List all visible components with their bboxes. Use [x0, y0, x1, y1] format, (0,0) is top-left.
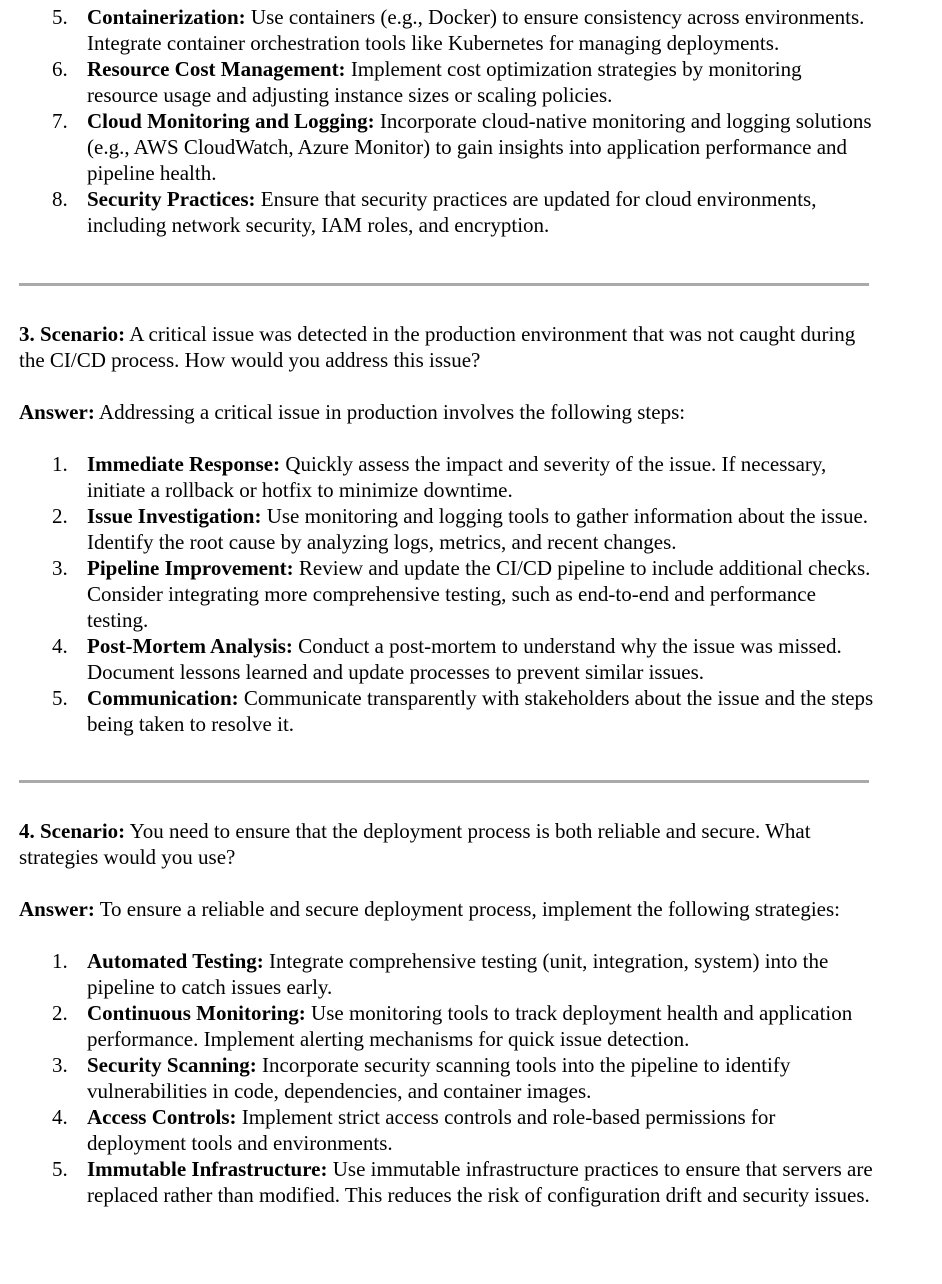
item-text: Incorporate security scanning tools into the pipeline to identify vulnerabilities in code, dependencies, and container images.	[87, 1053, 791, 1103]
item-term: Immediate Response:	[87, 452, 281, 476]
item-term: Cloud Monitoring and Logging:	[87, 109, 375, 133]
section-divider	[19, 283, 869, 286]
section-divider	[19, 780, 869, 783]
list-item	[0, 1104, 877, 1156]
scenario4-steps	[0, 948, 942, 1208]
item-text: Review and update the CI/CD pipeline to include additional checks. Consider integrating more comprehensive testing, such as end-to-end and performance testing.	[87, 556, 871, 632]
item-term: Resource Cost Management:	[87, 57, 346, 81]
list-item	[0, 186, 877, 238]
answer-text: Addressing a critical issue in production involves the following steps:	[94, 400, 686, 424]
item-number: 2.	[52, 504, 68, 528]
item-number: 6.	[52, 57, 68, 81]
item-number: 5.	[52, 686, 68, 710]
list-item	[0, 4, 877, 56]
answer-intro	[19, 896, 879, 922]
item-number: 7.	[52, 109, 68, 133]
list-item	[0, 56, 877, 108]
item-number: 4.	[52, 634, 68, 658]
item-number: 5.	[52, 5, 68, 29]
scenario-text: You need to ensure that the deployment process is both reliable and secure. What strategies would you use?	[19, 819, 811, 869]
item-term: Immutable Infrastructure:	[87, 1157, 328, 1181]
list-item	[0, 451, 877, 503]
answer-text: To ensure a reliable and secure deployment process, implement the following strategies:	[94, 897, 840, 921]
item-term: Security Practices:	[87, 187, 256, 211]
item-term: Access Controls:	[87, 1105, 237, 1129]
item-text: Conduct a post-mortem to understand why the issue was missed. Document lessons learned and update processes to prevent similar issues.	[87, 634, 842, 684]
answer-intro	[19, 399, 879, 425]
item-number: 4.	[52, 1105, 68, 1129]
item-number: 3.	[52, 1053, 68, 1077]
item-text: Use monitoring tools to track deployment health and application performance. Implement alerting mechanisms for quick issue detection.	[87, 1001, 853, 1051]
item-text: Use containers (e.g., Docker) to ensure consistency across environments. Integrate container orchestration tools like Kubernetes for managing deployments.	[87, 5, 865, 55]
item-text: Integrate comprehensive testing (unit, integration, system) into the pipeline to catch issues early.	[87, 949, 829, 999]
item-term: Post-Mortem Analysis:	[87, 634, 293, 658]
list-item	[0, 1000, 877, 1052]
list-item	[0, 1156, 877, 1208]
list-item	[0, 108, 877, 186]
item-term: Automated Testing:	[87, 949, 264, 973]
answer-label: Answer:	[19, 897, 95, 921]
item-number: 3.	[52, 556, 68, 580]
list-item	[0, 948, 877, 1000]
scenario-question	[19, 321, 879, 373]
list-item	[0, 633, 877, 685]
scenario-question	[19, 818, 879, 870]
item-text: Communicate transparently with stakeholders about the issue and the steps being taken to resolve it.	[87, 686, 874, 736]
item-text: Use immutable infrastructure practices to ensure that servers are replaced rather than modified. This reduces the risk of configuration drift and security issues.	[87, 1157, 873, 1207]
answer-label: Answer:	[19, 400, 95, 424]
item-text: Implement strict access controls and role-based permissions for deployment tools and environments.	[87, 1105, 776, 1155]
item-term: Communication:	[87, 686, 239, 710]
item-text: Quickly assess the impact and severity of the issue. If necessary, initiate a rollback or hotfix to minimize downtime.	[87, 452, 827, 502]
top-list	[0, 4, 942, 238]
item-text: Ensure that security practices are updated for cloud environments, including network security, IAM roles, and encryption.	[87, 187, 817, 237]
item-term: Continuous Monitoring:	[87, 1001, 306, 1025]
list-item	[0, 1052, 877, 1104]
item-text: Implement cost optimization strategies by monitoring resource usage and adjusting instance sizes or scaling policies.	[87, 57, 802, 107]
scenario-label: 3. Scenario:	[19, 322, 126, 346]
scenario-text: A critical issue was detected in the production environment that was not caught during the CI/CD process. How would you address this issue?	[19, 322, 856, 372]
item-number: 2.	[52, 1001, 68, 1025]
item-text: Use monitoring and logging tools to gather information about the issue. Identify the root cause by analyzing logs, metrics, and recent changes.	[87, 504, 869, 554]
item-text: Incorporate cloud-native monitoring and logging solutions (e.g., AWS CloudWatch, Azure Monitor) to gain insights into application performance and pipeline health.	[87, 109, 872, 185]
item-term: Containerization:	[87, 5, 246, 29]
item-number: 8.	[52, 187, 68, 211]
item-number: 5.	[52, 1157, 68, 1181]
list-item	[0, 685, 877, 737]
scenario-label: 4. Scenario:	[19, 819, 126, 843]
item-term: Pipeline Improvement:	[87, 556, 294, 580]
item-number: 1.	[52, 949, 68, 973]
list-item	[0, 555, 877, 633]
list-item	[0, 503, 877, 555]
item-number: 1.	[52, 452, 68, 476]
item-term: Issue Investigation:	[87, 504, 262, 528]
item-term: Security Scanning:	[87, 1053, 257, 1077]
scenario3-steps	[0, 451, 942, 737]
